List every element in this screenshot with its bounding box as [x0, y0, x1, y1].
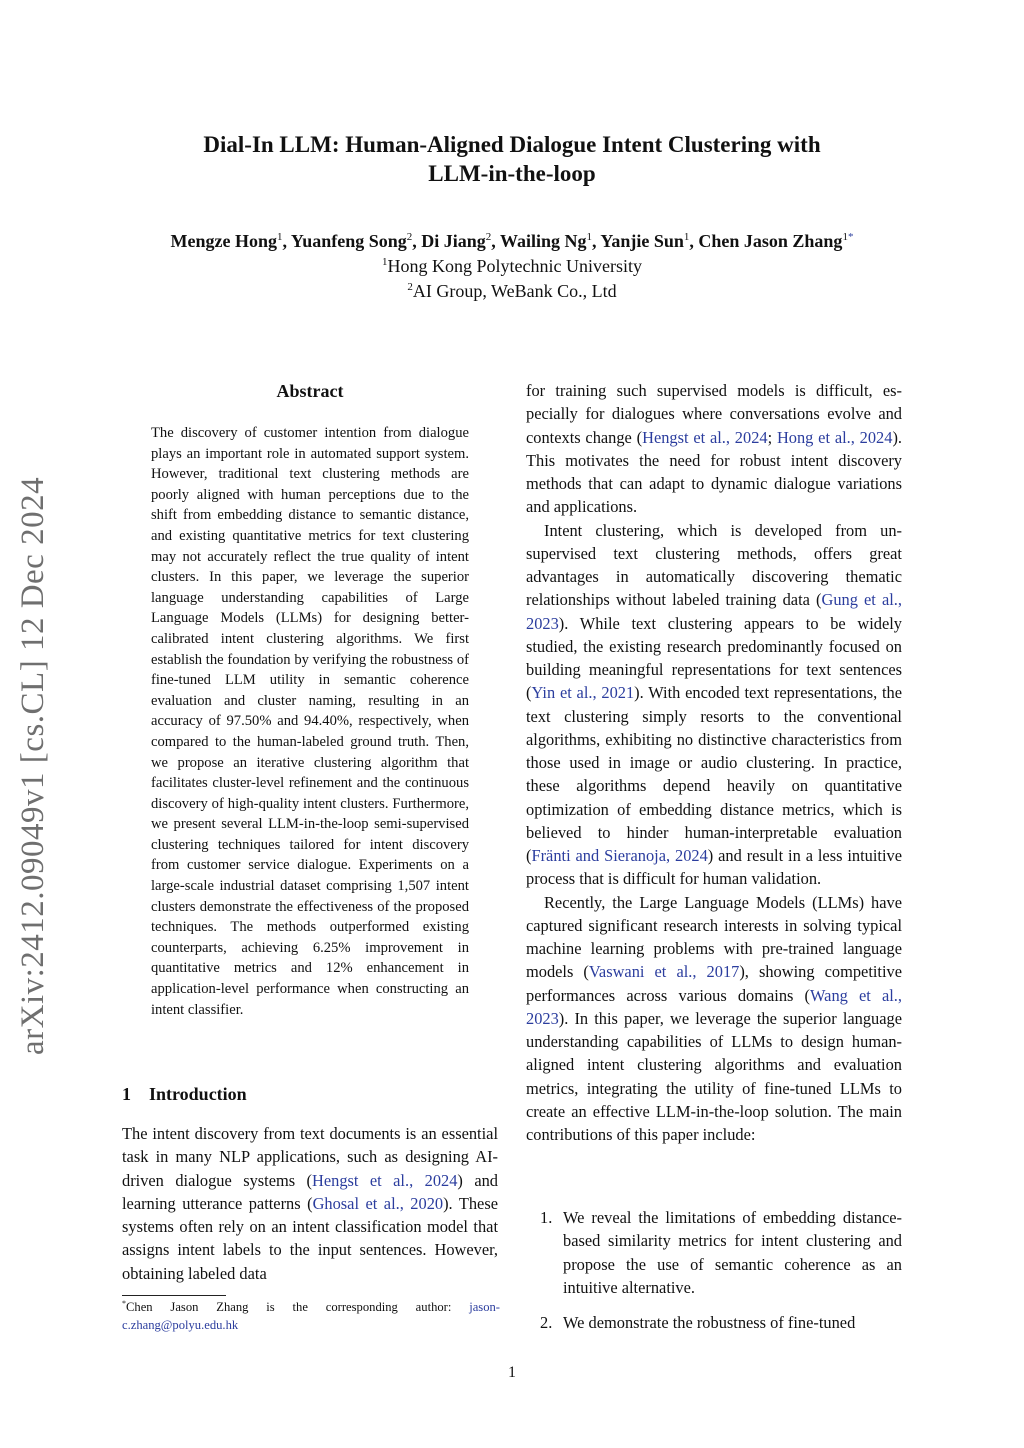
- section-title: Introduction: [149, 1084, 247, 1104]
- body-text: ) and result in a less intuitive process that is difficult for human validation.: [526, 846, 902, 889]
- author-name: Mengze Hong: [170, 231, 278, 251]
- affiliation-2: [200, 279, 824, 303]
- list-text: We demonstrate the robustness of fine-tuned: [563, 1313, 856, 1332]
- citation-link[interactable]: Hengst et al., 2024: [642, 427, 768, 447]
- page-number: 1: [508, 1364, 516, 1381]
- email-link[interactable]: jason-c.zhang@polyu.edu.hk: [122, 1300, 500, 1332]
- body-text: Recently, the Large Language Models (LLMs) have captured significant research interests in solving typical machine learning problems with pre-trained language models (: [526, 892, 902, 982]
- body-text: ). With encoded text representations, the text clustering simply resorts to the conventional algorithms, exhibiting no distinctive characteristics from those used in image or audio clustering. In practice, these algorithms depend heavily on quantitative optimization of embedding distance metrics, which is believed to hinder human-interpretable evaluation (: [526, 683, 902, 865]
- citation-link[interactable]: Vaswani et al., 2017: [588, 962, 740, 982]
- body-text: ). While text clustering appears to be widely studied, the existing research predominantly focused on building meaningful representations for text sentences (: [526, 613, 902, 703]
- citation-link[interactable]: Hengst et al., 2024: [312, 1170, 458, 1190]
- body-text: ), showing competitive performances across various domains (: [526, 962, 902, 1005]
- footnote-mark: *: [122, 1298, 126, 1308]
- list-text: We reveal the limitations of embedding distance-based similarity metrics for intent clustering and propose the use of semantic coherence as an intuitive alternative.: [563, 1208, 902, 1297]
- affiliation-number: 2: [407, 281, 413, 293]
- affiliation-1: [200, 254, 824, 278]
- citation-link[interactable]: Hong et al., 2024: [776, 427, 893, 447]
- body-text: ). This motivates the need for robust intent discovery methods that can adapt to dynamic dialogue variations and applications.: [526, 427, 902, 517]
- author-affil-mark: 1: [586, 231, 592, 243]
- intro-paragraph: [526, 519, 902, 891]
- body-text: The intent discovery from text documents is an essential task in many NLP applications, such as designing AI-driven dialogue systems (: [122, 1124, 498, 1190]
- author-name: Wailing Ng: [499, 231, 587, 251]
- citation-link[interactable]: Gung et al., 2023: [526, 590, 902, 633]
- author-name: Yuanfeng Song: [290, 231, 407, 251]
- section-number: 1: [122, 1084, 131, 1104]
- author-name: Yanjie Sun: [600, 231, 684, 251]
- footnote-text: Chen Jason Zhang is the corresponding author:: [126, 1300, 470, 1314]
- title-line-1: Dial-In LLM: Human-Aligned Dialogue Intent Clustering with: [203, 132, 821, 157]
- body-text: ). These systems often rely on an intent classification model that assigns intent labels to the input sentences. However, obtaining labeled data: [122, 1193, 498, 1283]
- citation-link[interactable]: Wang et al., 2023: [526, 985, 902, 1028]
- citation-link[interactable]: Ghosal et al., 2020: [312, 1193, 444, 1213]
- affiliation-number: 1: [382, 256, 388, 268]
- paper-title: [100, 130, 924, 188]
- author-affil-mark: 2: [485, 231, 492, 243]
- body-text: for training such supervised models is difficult, especially for dialogues where conversations evolve and contexts change (: [526, 381, 902, 447]
- intro-right-column: [526, 379, 902, 1146]
- title-line-2: LLM-in-the-loop: [428, 161, 596, 186]
- author-name: Chen Jason Zhang: [698, 231, 843, 251]
- intro-paragraph-left: [122, 1122, 498, 1285]
- contribution-item: [526, 1311, 902, 1334]
- author-name: Di Jiang: [421, 231, 486, 251]
- author-affil-mark: 1: [277, 231, 283, 243]
- arxiv-stamp: arXiv:2412.09049v1 [cs.CL] 12 Dec 2024: [15, 476, 51, 1055]
- intro-paragraph: [526, 379, 902, 519]
- corresponding-author-mark[interactable]: *: [847, 231, 854, 243]
- author-affil-mark: 2: [406, 231, 413, 243]
- abstract-heading: Abstract: [276, 381, 344, 401]
- contribution-item: [526, 1206, 902, 1299]
- list-number: 2.: [540, 1313, 553, 1332]
- author-affil-mark: 1: [842, 231, 848, 243]
- abstract-text: The discovery of customer intention from dialogue plays an important role in automated support system. However, traditional text clustering methods are poorly aligned with human perceptions due to the shift from embedding distance to semantic distance, and existing quantitative metrics for text clustering may not accurately reflect the true quality of intent clusters. In this paper, we leverage the superior language understanding capabilities of Large Language Models (LLMs) for designing better-calibrated intent clustering algorithms. We first establish the foundation by verifying the robustness of fine-tuned LLM utility in semantic coherence evaluation and cluster naming, resulting in an accuracy of 97.50% and 94.40%, respectively, when compared to the human-labeled ground truth. Then, we propose an iterative clustering algorithm that facilitates cluster-level refinement and the continuous discovery of high-quality intent clusters. Furthermore, we present several LLM-in-the-loop semi-supervised clustering techniques tailored for intent discovery from customer service dialogue. Experiments on a large-scale industrial dataset comprising 1,507 intent clusters demonstrate the effectiveness of the proposed techniques. The methods outperformed existing counterparts, achieving 6.25% improvement in quantitative metrics and 12% enhancement in application-level performance when constructing an intent classifier.: [151, 425, 469, 1018]
- citation-link[interactable]: Yin et al., 2021: [531, 683, 635, 703]
- affiliation-name: AI Group, WeBank Co., Ltd: [412, 281, 617, 301]
- section-heading-introduction: [122, 1082, 247, 1106]
- footnote-rule: [122, 1295, 226, 1296]
- footnote: [122, 1298, 500, 1334]
- author-list: Mengze Hong$^1$, Yuanfeng Song$^2$, Di Jiang$^2$, Wailing Ng$^1$, Yanjie Sun$^1$, Chen Jason Zhang$^{1*}$: [170, 231, 854, 251]
- body-text: Intent clustering, which is developed from unsupervised text clustering methods, offers great advantages in automatically discovering thematic relationships without labeled training data (: [526, 520, 902, 610]
- author-affil-mark: 1: [683, 231, 690, 243]
- body-text: ). In this paper, we leverage the superior language understanding capabilities of LLMs to design human-aligned intent clustering algorithms and evaluation metrics, integrating the utility of fine-tuned LLMs to create an effective LLM-in-the-loop solution. The main contributions of this paper include:: [526, 1008, 902, 1144]
- citation-link[interactable]: Fränti and Sieranoja, 2024: [531, 846, 708, 865]
- body-text: ) and learning utterance patterns (: [122, 1170, 498, 1213]
- intro-paragraph: [526, 891, 902, 1147]
- citation-separator: ;: [767, 427, 777, 447]
- affiliation-name: Hong Kong Polytechnic University: [387, 256, 642, 276]
- list-number: 1.: [540, 1208, 553, 1227]
